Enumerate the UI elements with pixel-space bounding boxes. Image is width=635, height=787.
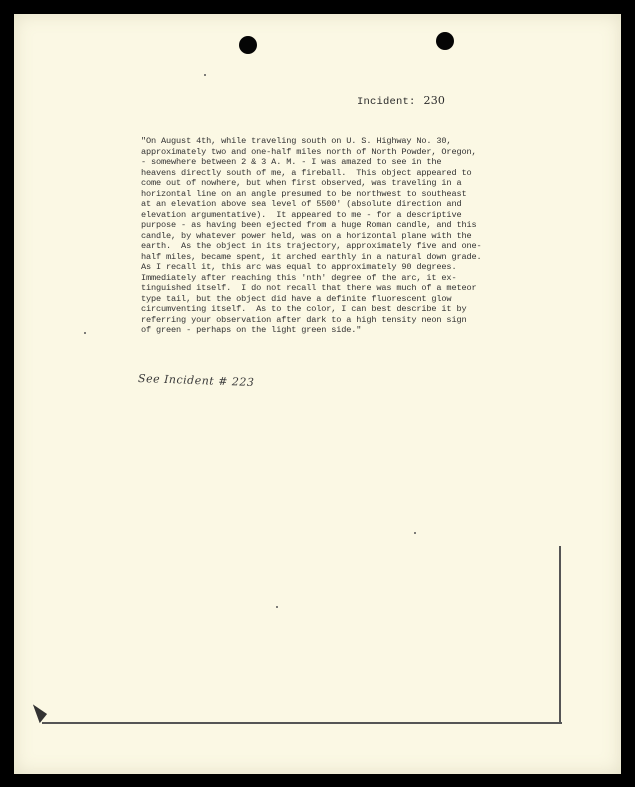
incident-label-text: Incident: <box>357 96 416 108</box>
paper-speck <box>84 332 86 334</box>
photocopy-edge-bottom <box>42 722 562 724</box>
incident-header <box>357 94 445 108</box>
corner-fold-mark <box>33 701 49 723</box>
incident-number: 230 <box>423 94 446 107</box>
handwritten-note: See Incident # 223 <box>137 371 255 390</box>
photocopy-edge-right <box>559 546 561 724</box>
paper-speck <box>276 606 278 608</box>
paper-speck <box>204 74 206 76</box>
document-page <box>14 14 621 774</box>
punch-hole-right <box>436 32 454 50</box>
punch-hole-left <box>239 36 257 54</box>
witness-statement: "On August 4th, while traveling south on U. S. Highway No. 30, approximately two and one-half miles north of North Powder, Oregon, - somewhere between 2 & 3 A. M. - I was amazed to see in the heavens directly south of me, a fireball. This object appeared to come out of nowhere, but when first observed, was traveling in a horizontal line on an angle presumed to be northwest to southeast at an elevation above sea level of 5500' (absolute direction and elevation argumentative). It appeared to me - for a descriptive purpose - as having been ejected from a huge Roman candle, and this candle, by whatever power held, was on a horizontal plane with the earth. As the object in its trajectory, approximately five and one- half miles, became spent, it arched earthly in a natural down grade. As I recall it, this arc was equal to approximately 90 degrees. Immediately after reaching this 'nth' degree of the arc, it ex- tinguished itself. I do not recall that there was much of a meteor type tail, but the object did have a definite fluorescent glow circumventing itself. As to the color, I can best describe it by referring your observation after dark to a high tensity neon sign of green - perhaps on the light green side." <box>141 136 482 335</box>
paper-speck <box>414 532 416 534</box>
